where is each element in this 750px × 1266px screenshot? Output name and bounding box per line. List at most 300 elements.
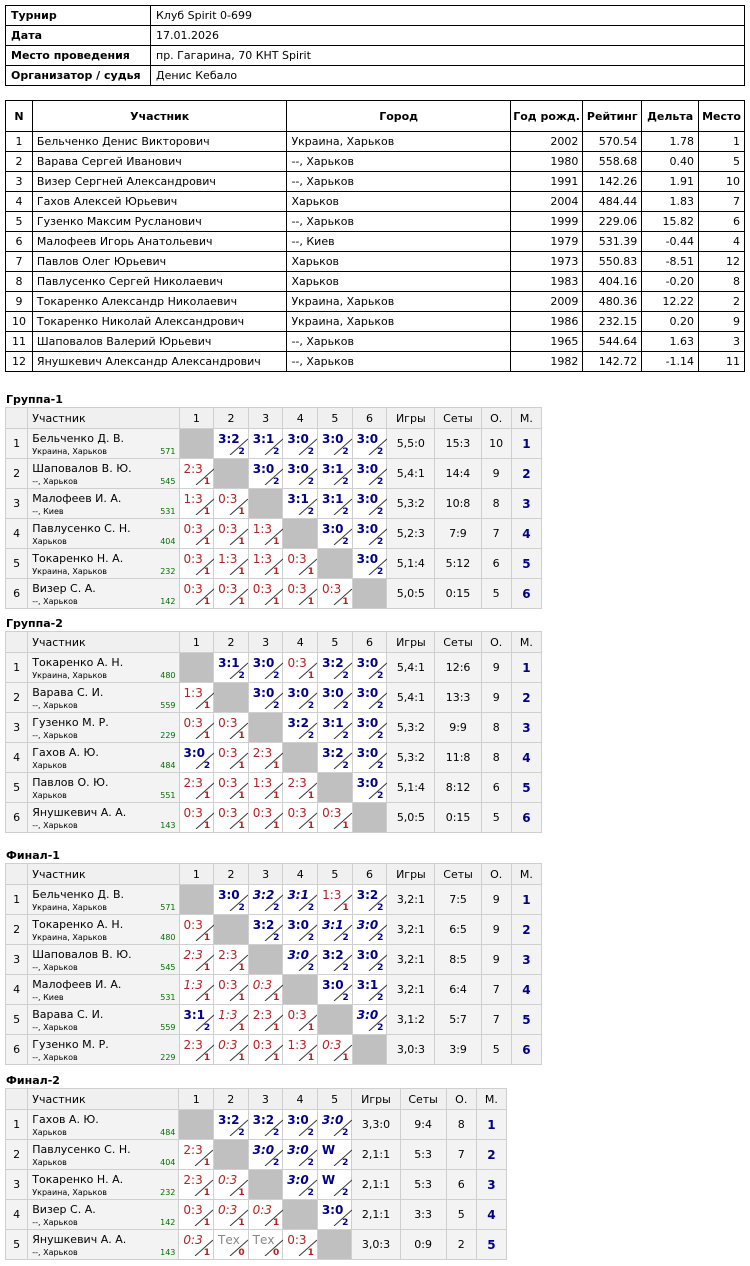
points-cell: 5 — [481, 579, 511, 609]
match-points: 2 — [238, 447, 245, 457]
match-result-cell — [352, 653, 387, 683]
match-result-cell — [179, 773, 214, 803]
match-score: 3:1 — [356, 978, 379, 992]
player-rating: 480 — [160, 671, 176, 680]
match-score: 1:3 — [218, 552, 238, 566]
match-result-cell — [214, 773, 249, 803]
player-name: Токаренко А. Н. — [32, 656, 124, 669]
col-n-header — [6, 632, 28, 653]
self-cell — [248, 945, 283, 975]
match-points: 2 — [307, 903, 315, 913]
participant-cell: 142.72 — [583, 352, 642, 372]
group-row — [6, 885, 542, 915]
participant-cell: Визер Сергней Александрович — [32, 172, 287, 192]
self-cell — [214, 459, 249, 489]
match-points: 2 — [376, 567, 384, 577]
sets-cell: 7:9 — [435, 519, 481, 549]
group-title: Финал-2 — [6, 1074, 60, 1087]
match-score: 3:2 — [322, 746, 344, 760]
participant-cell: Харьков — [287, 272, 510, 292]
match-points: 2 — [377, 963, 384, 973]
self-cell — [352, 579, 387, 609]
group-row — [6, 1170, 507, 1200]
group-header-row — [6, 408, 542, 429]
match-points: 2 — [273, 903, 280, 913]
participant-cell: 1.78 — [642, 132, 699, 152]
place-cell: 5 — [476, 1230, 506, 1260]
col-opponent-header: 3 — [248, 632, 283, 653]
match-score: 3:0 — [287, 432, 309, 446]
self-cell — [283, 743, 318, 773]
match-result-cell — [214, 653, 249, 683]
player-name: Варава С. И. — [32, 1008, 104, 1021]
match-points: 1 — [203, 1053, 211, 1063]
participant-row — [6, 252, 745, 272]
tournament-info-table — [5, 5, 745, 86]
match-points: 2 — [307, 447, 314, 457]
participant-cell: --, Харьков — [287, 332, 510, 352]
participant-cell: --, Харьков — [287, 352, 510, 372]
player-city: --, Харьков — [32, 477, 78, 486]
match-score: 3:1 — [183, 1008, 206, 1022]
points-cell: 8 — [481, 743, 511, 773]
match-points: 2 — [342, 477, 349, 487]
match-points: 2 — [376, 477, 384, 487]
participant-cell: 6 — [699, 212, 745, 232]
match-result-cell — [248, 803, 283, 833]
match-result-cell — [179, 915, 214, 945]
sets-cell: 9:9 — [435, 713, 481, 743]
match-result-cell — [352, 713, 387, 743]
player-city: Харьков — [32, 791, 67, 800]
match-score: 3:0 — [356, 522, 379, 536]
group-row — [6, 1230, 507, 1260]
participant-cell: 1 — [6, 132, 33, 152]
match-result-cell — [214, 549, 249, 579]
player-name: Павлов О. Ю. — [32, 776, 109, 789]
participant-cell: 1965 — [510, 332, 582, 352]
self-cell — [214, 915, 249, 945]
row-number: 4 — [6, 519, 28, 549]
match-score: 0:3 — [218, 1173, 238, 1187]
participant-cell: Павлусенко Сергей Николаевич — [32, 272, 287, 292]
self-cell — [318, 773, 353, 803]
match-points: 1 — [238, 821, 245, 831]
match-points: 2 — [307, 731, 315, 741]
match-result-cell — [248, 519, 283, 549]
match-score: 0:3 — [252, 582, 273, 596]
player-city: --, Харьков — [32, 1023, 78, 1032]
row-number: 4 — [6, 975, 28, 1005]
games-cell: 5,0:5 — [387, 803, 435, 833]
place-cell: 4 — [511, 743, 541, 773]
participant-cell: -0.44 — [642, 232, 699, 252]
match-points: 1 — [307, 821, 315, 831]
participant-cell: 531.39 — [583, 232, 642, 252]
match-points: 1 — [203, 1248, 210, 1258]
row-number: 2 — [6, 683, 28, 713]
participants-header: Город — [287, 101, 510, 132]
group-row — [6, 975, 542, 1005]
match-points: 2 — [377, 761, 384, 771]
games-cell: 5,3:2 — [387, 713, 435, 743]
group-row — [6, 459, 542, 489]
col-opponent-header: 5 — [317, 1089, 352, 1110]
participant-cell: Янушкевич Александр Александрович — [32, 352, 287, 372]
col-opponent-header: 2 — [214, 864, 249, 885]
row-number: 5 — [6, 549, 28, 579]
match-result-cell — [248, 1110, 283, 1140]
match-result-cell — [248, 743, 283, 773]
match-points: 1 — [238, 761, 245, 771]
col-opponent-header: 1 — [179, 1089, 214, 1110]
participant-cell: 5 — [699, 152, 745, 172]
match-score: 0:3 — [218, 806, 238, 820]
player-name: Янушкевич А. А. — [32, 1233, 127, 1246]
match-score: 2:3 — [252, 1008, 273, 1022]
match-result-cell — [179, 1005, 214, 1035]
match-result-cell — [248, 1200, 283, 1230]
player-rating: 531 — [160, 507, 176, 516]
match-points: 2 — [342, 963, 349, 973]
match-result-cell — [179, 519, 214, 549]
match-points: 1 — [273, 537, 280, 547]
self-cell — [179, 653, 214, 683]
col-place-header: М. — [511, 632, 541, 653]
player-name: Гахов А. Ю. — [32, 1113, 99, 1126]
participant-cell: 1.83 — [642, 192, 699, 212]
participant-cell: 4 — [699, 232, 745, 252]
match-points: 2 — [238, 1128, 245, 1138]
sets-cell: 7:5 — [435, 885, 481, 915]
match-result-cell — [214, 885, 249, 915]
col-opponent-header: 2 — [214, 408, 249, 429]
games-cell: 2,1:1 — [352, 1140, 400, 1170]
player-rating: 229 — [160, 731, 176, 740]
participant-cell: 1991 — [510, 172, 582, 192]
player-cell — [28, 773, 179, 803]
match-points: 1 — [203, 993, 211, 1003]
match-score: 0:3 — [287, 582, 307, 596]
col-place-header: М. — [476, 1089, 506, 1110]
points-cell: 6 — [481, 549, 511, 579]
match-score: 3:2 — [287, 716, 309, 730]
match-points: 1 — [273, 1053, 280, 1063]
match-score: 0:3 — [218, 978, 238, 992]
participant-row — [6, 272, 745, 292]
sets-cell: 5:3 — [400, 1170, 446, 1200]
match-points: 1 — [273, 791, 280, 801]
match-points: 2 — [307, 701, 315, 711]
participant-cell: 7 — [6, 252, 33, 272]
place-cell: 1 — [511, 885, 541, 915]
participant-row — [6, 312, 745, 332]
participant-cell: Шаповалов Валерий Юрьевич — [32, 332, 287, 352]
match-score: 3:1 — [287, 492, 309, 506]
match-score: 3:0 — [356, 918, 379, 932]
match-points: 2 — [342, 671, 349, 681]
match-result-cell — [248, 1005, 283, 1035]
match-points: 2 — [342, 731, 349, 741]
match-score: 3:2 — [218, 1113, 240, 1127]
match-points: 1 — [273, 761, 280, 771]
player-rating: 545 — [160, 963, 176, 972]
place-cell: 1 — [511, 429, 541, 459]
row-number: 2 — [6, 459, 28, 489]
match-score: 3:0 — [322, 978, 344, 992]
player-cell — [28, 885, 179, 915]
sets-cell: 8:12 — [435, 773, 481, 803]
participant-cell: 1 — [699, 132, 745, 152]
player-rating: 232 — [160, 1188, 176, 1197]
group-row — [6, 579, 542, 609]
player-name: Токаренко А. Н. — [32, 918, 124, 931]
match-points: 2 — [273, 671, 280, 681]
match-points: 2 — [342, 761, 349, 771]
sets-cell: 15:3 — [435, 429, 481, 459]
match-points: 2 — [307, 1188, 314, 1198]
player-name: Павлусенко С. Н. — [32, 1143, 131, 1156]
match-result-cell — [318, 683, 353, 713]
group-header-row — [6, 1089, 507, 1110]
match-result-cell — [248, 1140, 283, 1170]
place-cell: 6 — [511, 579, 541, 609]
match-score: 3:1 — [322, 492, 344, 506]
self-cell — [352, 1035, 387, 1065]
match-score: Тех — [218, 1233, 240, 1247]
match-score: 1:3 — [252, 776, 273, 790]
row-number: 5 — [6, 1230, 28, 1260]
participant-cell: 484.44 — [583, 192, 642, 212]
match-result-cell — [283, 1230, 318, 1260]
match-result-cell — [248, 1230, 283, 1260]
row-number: 2 — [6, 915, 28, 945]
col-opponent-header: 3 — [248, 864, 283, 885]
info-label: Место проведения — [6, 46, 151, 66]
player-cell — [28, 459, 179, 489]
match-result-cell — [283, 429, 318, 459]
row-number: 3 — [6, 1170, 28, 1200]
player-cell — [28, 1200, 179, 1230]
match-score: 3:0 — [287, 1173, 309, 1187]
group-row — [6, 519, 542, 549]
match-score: 3:0 — [322, 522, 344, 536]
col-games-header: Игры — [352, 1089, 400, 1110]
group-table — [5, 863, 542, 1065]
group-row — [6, 489, 542, 519]
match-points: 1 — [342, 1053, 349, 1063]
player-rating: 559 — [160, 701, 176, 710]
place-cell: 2 — [511, 915, 541, 945]
match-result-cell — [248, 975, 283, 1005]
match-score: 3:0 — [356, 462, 379, 476]
place-cell: 1 — [476, 1110, 506, 1140]
match-score: 3:0 — [183, 746, 206, 760]
match-points: 2 — [342, 1128, 349, 1138]
col-place-header: М. — [511, 408, 541, 429]
sets-cell: 0:15 — [435, 579, 481, 609]
match-result-cell — [179, 1140, 214, 1170]
match-score: 3:1 — [322, 716, 344, 730]
match-result-cell — [283, 489, 318, 519]
participant-row — [6, 352, 745, 372]
participant-cell: Павлов Олег Юрьевич — [32, 252, 287, 272]
match-result-cell — [318, 885, 353, 915]
match-points: 1 — [238, 1023, 245, 1033]
sets-cell: 6:5 — [435, 915, 481, 945]
participant-cell: 544.64 — [583, 332, 642, 352]
match-points: 2 — [376, 537, 384, 547]
match-result-cell — [283, 803, 318, 833]
col-games-header: Игры — [387, 408, 435, 429]
participant-cell: 1983 — [510, 272, 582, 292]
col-opponent-header: 4 — [283, 1089, 318, 1110]
match-score: 2:3 — [183, 1143, 203, 1157]
match-points: 2 — [307, 477, 314, 487]
info-row — [6, 6, 745, 26]
match-points: 1 — [203, 791, 211, 801]
points-cell: 5 — [446, 1200, 476, 1230]
group-table — [5, 407, 542, 609]
player-cell — [28, 713, 179, 743]
col-sets-header: Сеты — [435, 864, 481, 885]
player-city: Украина, Харьков — [32, 1188, 107, 1197]
col-sets-header: Сеты — [400, 1089, 446, 1110]
player-city: --, Харьков — [32, 821, 78, 830]
match-score: 0:3 — [322, 806, 342, 820]
player-name: Шаповалов В. Ю. — [32, 462, 132, 475]
player-cell — [28, 683, 179, 713]
points-cell: 9 — [481, 459, 511, 489]
player-rating: 484 — [160, 761, 176, 770]
match-points: 2 — [342, 537, 349, 547]
match-score: 0:3 — [322, 582, 342, 596]
match-result-cell — [179, 743, 214, 773]
match-result-cell — [179, 975, 214, 1005]
match-result-cell — [352, 773, 387, 803]
games-cell: 5,1:4 — [387, 549, 435, 579]
participant-cell: 2004 — [510, 192, 582, 212]
match-result-cell — [179, 489, 214, 519]
player-city: Украина, Харьков — [32, 567, 107, 576]
place-cell: 3 — [511, 489, 541, 519]
match-points: 2 — [377, 701, 384, 711]
player-name: Гузенко М. Р. — [32, 716, 109, 729]
row-number: 6 — [6, 579, 28, 609]
col-games-header: Игры — [387, 864, 435, 885]
match-result-cell — [248, 429, 283, 459]
place-cell: 2 — [511, 683, 541, 713]
match-points: 1 — [272, 1218, 280, 1228]
match-points: 2 — [238, 671, 245, 681]
col-opponent-header: 1 — [179, 632, 214, 653]
match-points: 1 — [273, 567, 280, 577]
col-participant-header: Участник — [28, 864, 179, 885]
group-row — [6, 1005, 542, 1035]
participant-cell: 0.20 — [642, 312, 699, 332]
self-cell — [318, 549, 353, 579]
participant-row — [6, 172, 745, 192]
participant-row — [6, 152, 745, 172]
sets-cell: 3:9 — [435, 1035, 481, 1065]
match-result-cell — [248, 1035, 283, 1065]
match-points: 1 — [203, 507, 211, 517]
participant-cell: 2 — [699, 292, 745, 312]
match-score: 0:3 — [252, 978, 273, 992]
match-result-cell — [318, 579, 353, 609]
group-row — [6, 549, 542, 579]
player-city: --, Киев — [32, 507, 64, 516]
col-points-header: О. — [481, 632, 511, 653]
col-place-header: М. — [511, 864, 541, 885]
place-cell: 4 — [511, 975, 541, 1005]
match-points: 2 — [272, 1128, 280, 1138]
participant-cell: 5 — [6, 212, 33, 232]
match-points: 2 — [376, 507, 384, 517]
match-result-cell — [318, 743, 353, 773]
player-cell — [28, 519, 179, 549]
match-result-cell — [214, 1200, 249, 1230]
participant-cell: 142.26 — [583, 172, 642, 192]
match-result-cell — [318, 975, 353, 1005]
match-result-cell — [179, 945, 214, 975]
match-result-cell — [318, 429, 353, 459]
match-points: 2 — [307, 933, 315, 943]
col-points-header: О. — [446, 1089, 476, 1110]
points-cell: 5 — [481, 803, 511, 833]
player-city: Украина, Харьков — [32, 903, 107, 912]
place-cell: 5 — [511, 773, 541, 803]
row-number: 1 — [6, 1110, 28, 1140]
player-city: Украина, Харьков — [32, 671, 107, 680]
row-number: 4 — [6, 1200, 28, 1230]
place-cell: 1 — [511, 653, 541, 683]
player-name: Визер С. А. — [32, 1203, 96, 1216]
info-label: Турнир — [6, 6, 151, 26]
participant-cell: 9 — [6, 292, 33, 312]
player-city: Украина, Харьков — [32, 933, 107, 942]
match-score: 3:1 — [252, 432, 275, 446]
col-opponent-header: 3 — [248, 408, 283, 429]
match-points: 2 — [377, 903, 384, 913]
self-cell — [283, 975, 318, 1005]
games-cell: 5,3:2 — [387, 743, 435, 773]
match-points: 2 — [377, 933, 384, 943]
col-opponent-header: 4 — [283, 408, 318, 429]
games-cell: 5,5:0 — [387, 429, 435, 459]
match-score: 0:3 — [252, 806, 273, 820]
match-result-cell — [179, 1035, 214, 1065]
info-label: Дата — [6, 26, 151, 46]
match-score: 0:3 — [287, 1233, 307, 1247]
participant-cell: 404.16 — [583, 272, 642, 292]
player-rating: 551 — [160, 791, 176, 800]
participant-cell: 1986 — [510, 312, 582, 332]
match-points: 2 — [377, 791, 384, 801]
player-cell — [28, 653, 179, 683]
match-result-cell — [317, 1110, 352, 1140]
match-score: 2:3 — [252, 746, 273, 760]
match-result-cell — [318, 803, 353, 833]
games-cell: 3,3:0 — [352, 1110, 400, 1140]
participants-header: Место — [699, 101, 745, 132]
group-row — [6, 713, 542, 743]
match-score: Тех — [252, 1233, 275, 1247]
match-score: 0:3 — [287, 552, 307, 566]
match-score: 3:0 — [252, 656, 275, 670]
self-cell — [248, 489, 283, 519]
points-cell: 9 — [481, 653, 511, 683]
